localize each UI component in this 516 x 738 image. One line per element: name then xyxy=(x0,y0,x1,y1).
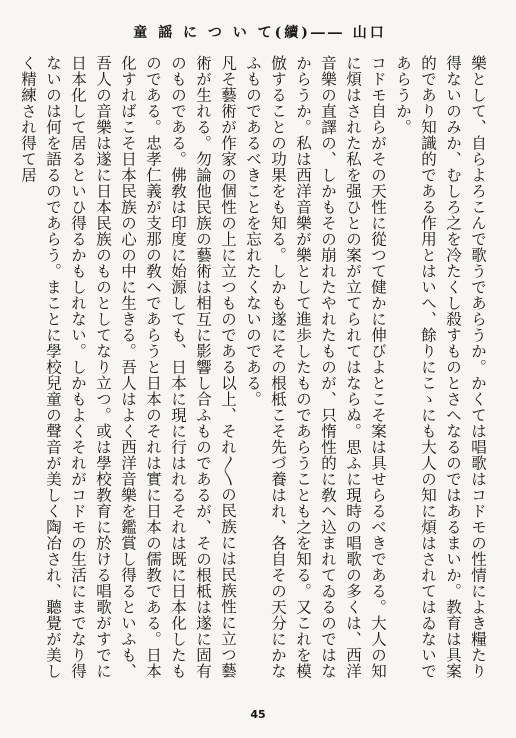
paragraph: 樂として、自らよろこんで歌うであらうか。かくては唱歌はコドモの性情によき糧たり得ないのみか、むしろ之を冷たくし殺すものとさへなるのではあるまいか。教育は具案的であり知識的である作用とはいへ、餘りにこゝにも大人の知に煩はされてはゐないであらうか。 xyxy=(394,55,487,679)
page-number: 45 xyxy=(250,708,266,721)
vertical-text-body xyxy=(19,55,490,690)
paragraph: コドモ自らがその天性に從つて健かに伸びよとこそ案は具せらるべきである。大人の知に煩はされた私を强ひとの案が立てられてはならぬ。思ふに現時の唱歌の多くは、西洋音樂の直譯の、しかもその崩れたやれたものが、只惰性的に敎へ込まれてゐるのではなからうか。私は西洋音樂が樂として進歩したものであらうことも之を知る。又これを模倣することの功果をも知る。しかも遂にその根柢こそ先づ養はれ、各自その天分にかなふものであるべきことを忘れたくないのである。 xyxy=(244,55,387,679)
paragraph: 凡そ藝術が作家の個性の上に立つものである以上、それ〳〵の民族には民族性に立つ藝術が生れる。勿論他民族の藝術は相互に影響し合ふものであるが、その根柢は遂に固有のものである。佛敎は印度に始源しても、日本に現に行はれるそれは既に日本化したものである。忠孝仁義が支那の敎へであらうと日本のそれは實に日本の儒教である。日本化すればこそ日本民族の心の中に生きる。吾人はよく西洋音樂を鑑賞し得るといふも、吾人の音樂は遂に日本民族のものとしてなり立つ。或は學校教育に於ける唱歌がすでに日本化して居るといひ得るかもしれない。しかもよくそれがコドモの生活にまでなり得ないのは何を語るのであらう。まことに學校兒童の聲音が美しく陶冶され、聽覺が美しく精練され得て居 xyxy=(19,55,237,679)
running-header: 童 謡 に つ い て(續)―― 山口 xyxy=(133,25,387,41)
